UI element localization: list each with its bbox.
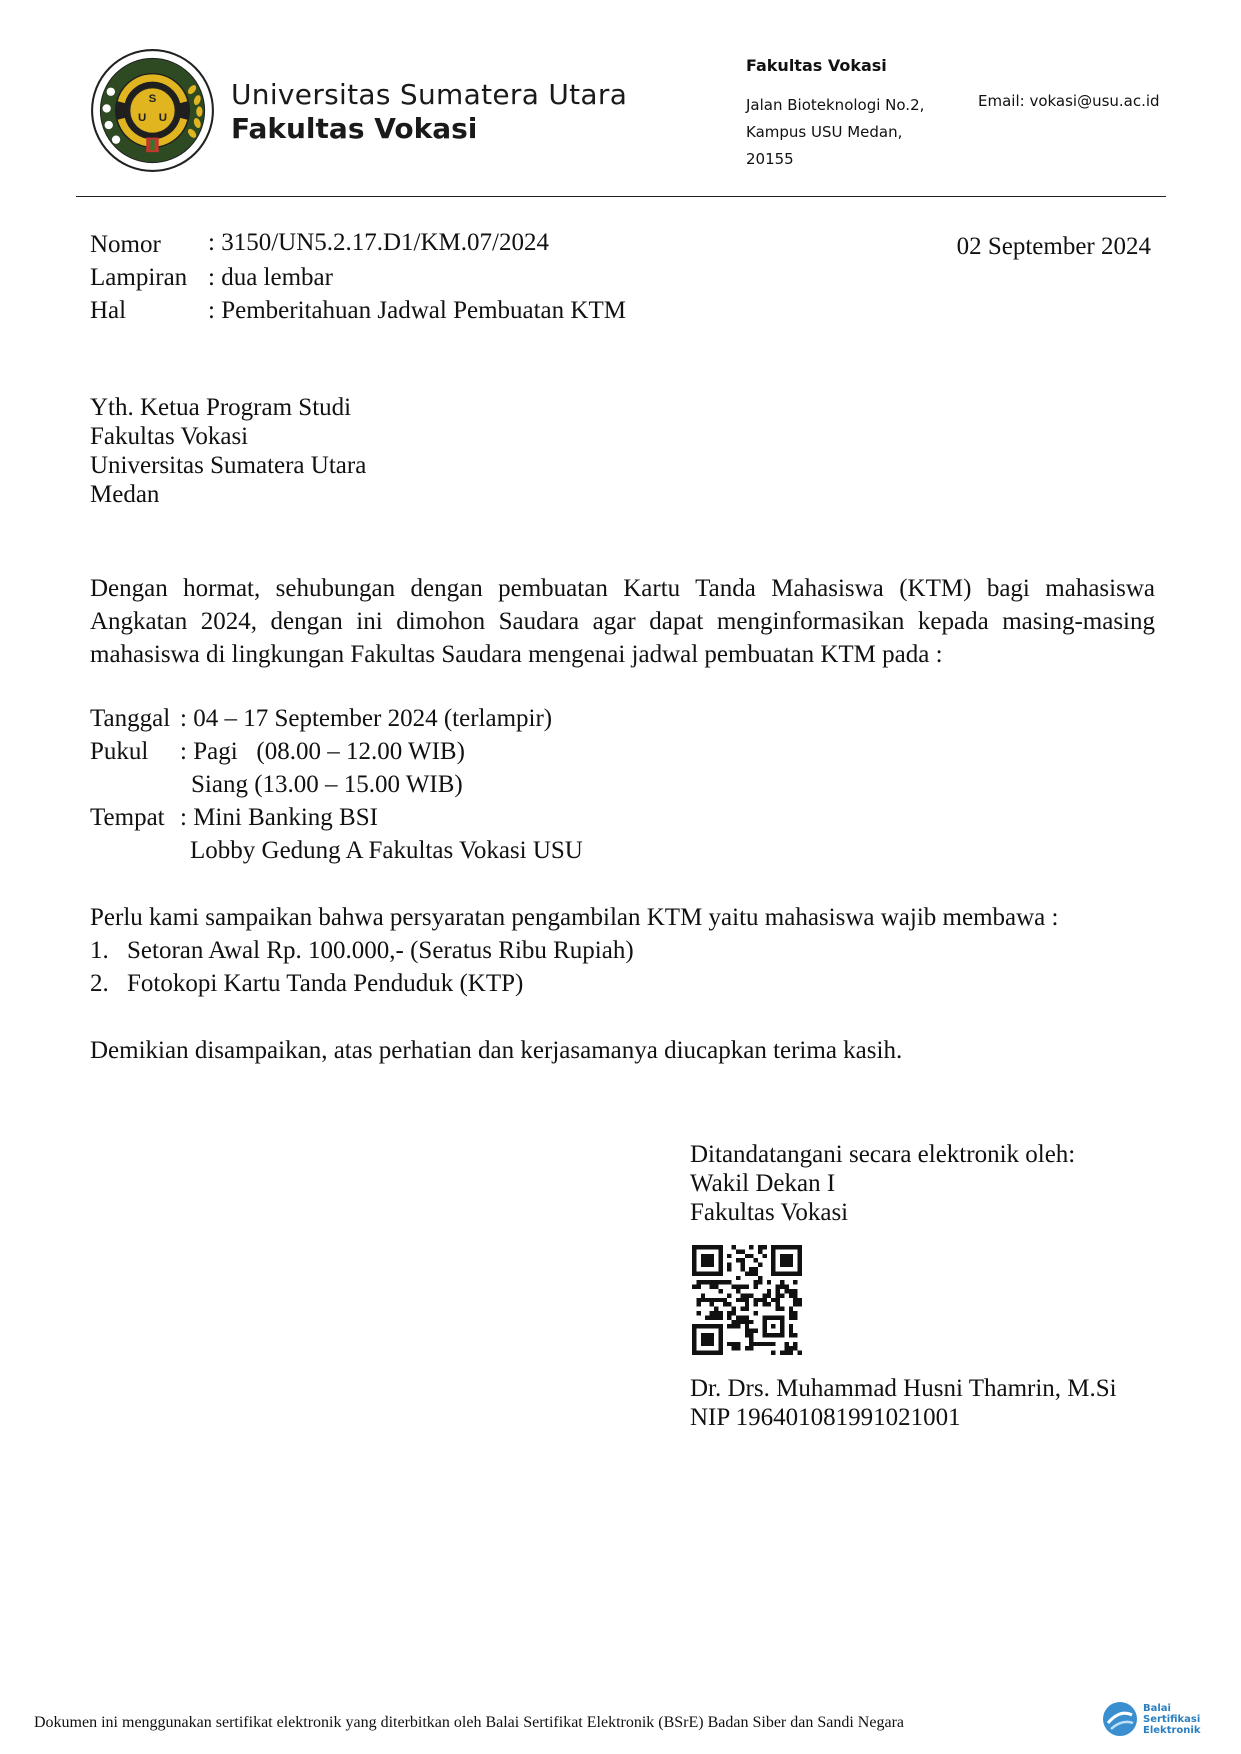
- qr-module: [758, 1298, 762, 1302]
- logo-letter-s: S: [148, 93, 157, 106]
- tanggal-label: Tanggal: [90, 705, 171, 732]
- header-faculty-label: Fakultas Vokasi: [746, 56, 887, 75]
- qr-module: [736, 1289, 740, 1293]
- logo-letter-u-left: U: [137, 111, 147, 124]
- logo-letter-u-right: U: [158, 111, 168, 124]
- requirements-intro: Perlu kami sampaikan bahwa persyaratan pengambilan KTM yaitu mahasiswa wajib membawa :: [90, 904, 1059, 931]
- address-line: Kampus USU Medan,: [746, 123, 903, 141]
- qr-module: [793, 1342, 797, 1346]
- qr-module: [736, 1285, 740, 1289]
- qr-module: [749, 1267, 753, 1271]
- signatory-nip: NIP 196401081991021001: [690, 1404, 961, 1431]
- qr-module: [776, 1298, 780, 1302]
- qr-module: [754, 1271, 758, 1275]
- qr-module: [789, 1311, 793, 1315]
- qr-module: [749, 1337, 753, 1341]
- qr-module: [727, 1280, 731, 1284]
- qr-module: [776, 1293, 780, 1297]
- tempat-value-1: : Mini Banking BSI: [180, 804, 378, 831]
- header-email: Email: vokasi@usu.ac.id: [978, 92, 1160, 110]
- qr-module: [793, 1280, 797, 1284]
- qr-module: [776, 1289, 780, 1293]
- qr-module: [749, 1320, 753, 1324]
- qr-module: [696, 1280, 700, 1284]
- qr-module: [758, 1276, 762, 1280]
- qr-module: [767, 1302, 771, 1306]
- qr-module: [740, 1267, 744, 1271]
- qr-module: [745, 1333, 749, 1337]
- qr-module: [789, 1315, 793, 1319]
- bsre-line: Elektronik: [1143, 1725, 1201, 1736]
- qr-module: [780, 1293, 784, 1297]
- qr-module: [710, 1298, 714, 1302]
- qr-module: [749, 1329, 753, 1333]
- qr-module: [745, 1324, 749, 1328]
- qr-module: [710, 1285, 714, 1289]
- qr-module: [749, 1254, 753, 1258]
- qr-module: [762, 1245, 766, 1249]
- signatory-name: Dr. Drs. Muhammad Husni Thamrin, M.Si: [690, 1375, 1117, 1402]
- qr-module: [780, 1351, 784, 1355]
- qr-module: [727, 1267, 731, 1271]
- qr-module: [714, 1307, 718, 1311]
- qr-module: [701, 1298, 705, 1302]
- qr-module: [784, 1346, 788, 1350]
- qr-module: [789, 1329, 793, 1333]
- pukul-value-morning: : Pagi (08.00 – 12.00 WIB): [180, 738, 465, 765]
- qr-module: [740, 1315, 744, 1319]
- qr-module: [718, 1298, 722, 1302]
- qr-module: [705, 1298, 709, 1302]
- pukul-label: Pukul: [90, 738, 149, 765]
- qr-module: [749, 1342, 753, 1346]
- qr-module: [793, 1302, 797, 1306]
- qr-module: [736, 1276, 740, 1280]
- qr-module: [736, 1324, 740, 1328]
- header-address: [746, 92, 924, 173]
- qr-module: [789, 1307, 793, 1311]
- bsre-line: Sertifikasi: [1143, 1714, 1201, 1725]
- qr-module: [754, 1298, 758, 1302]
- qr-module: [714, 1315, 718, 1319]
- qr-module: [745, 1320, 749, 1324]
- qr-module: [754, 1342, 758, 1346]
- qr-module: [736, 1249, 740, 1253]
- qr-module: [710, 1311, 714, 1315]
- qr-module: [758, 1263, 762, 1267]
- qr-module: [745, 1329, 749, 1333]
- bsre-logo-text: [1143, 1703, 1200, 1736]
- hal-label: Hal: [90, 297, 127, 324]
- signatory-faculty: Fakultas Vokasi: [690, 1199, 849, 1226]
- closing-paragraph: Demikian disampaikan, atas perhatian dan kerjasamanya diucapkan terima kasih.: [90, 1037, 903, 1064]
- qr-module: [771, 1351, 775, 1355]
- qr-module: [789, 1293, 793, 1297]
- qr-module: [732, 1342, 736, 1346]
- lampiran-value: : dua lembar: [208, 264, 333, 291]
- qr-module: [749, 1333, 753, 1337]
- qr-module: [723, 1302, 727, 1306]
- address-line: 20155: [746, 150, 794, 168]
- qr-module: [762, 1254, 766, 1258]
- bsre-line: Balai: [1143, 1703, 1171, 1714]
- qr-module: [776, 1307, 780, 1311]
- qr-module: [771, 1298, 775, 1302]
- signatory-block: [690, 1374, 1117, 1432]
- qr-module: [736, 1320, 740, 1324]
- requirement-text: Setoran Awal Rp. 100.000,- (Seratus Ribu Rupiah): [127, 937, 634, 964]
- bsre-logo-icon: [1102, 1701, 1138, 1737]
- qr-module: [793, 1289, 797, 1293]
- qr-module: [754, 1258, 758, 1262]
- letter-date: 02 September 2024: [956, 233, 1151, 260]
- qr-module: [762, 1298, 766, 1302]
- qr-module: [767, 1289, 771, 1293]
- qr-module: [784, 1285, 788, 1289]
- qr-module: [692, 1285, 696, 1289]
- faculty-name: Fakultas Vokasi: [231, 112, 478, 145]
- qr-module: [710, 1315, 714, 1319]
- qr-module: [793, 1333, 797, 1337]
- qr-module: [754, 1329, 758, 1333]
- qr-module: [710, 1302, 714, 1306]
- qr-module: [776, 1285, 780, 1289]
- recipient-line: Yth. Ketua Program Studi: [90, 394, 352, 421]
- qr-module: [732, 1307, 736, 1311]
- qr-module: [749, 1293, 753, 1297]
- qr-module: [740, 1320, 744, 1324]
- qr-module: [740, 1263, 744, 1267]
- qr-module: [784, 1351, 788, 1355]
- qr-module: [789, 1289, 793, 1293]
- qr-module: [762, 1302, 766, 1306]
- qr-module: [745, 1293, 749, 1297]
- qr-module: [736, 1342, 740, 1346]
- qr-module: [732, 1346, 736, 1350]
- qr-module: [758, 1280, 762, 1284]
- qr-module: [745, 1271, 749, 1275]
- qr-module: [696, 1298, 700, 1302]
- qr-module: [754, 1280, 758, 1284]
- qr-module: [718, 1315, 722, 1319]
- qr-module: [732, 1324, 736, 1328]
- qr-module: [762, 1293, 766, 1297]
- qr-module: [767, 1280, 771, 1284]
- qr-module: [767, 1342, 771, 1346]
- qr-module: [762, 1342, 766, 1346]
- qr-module: [727, 1315, 731, 1319]
- qr-module: [798, 1298, 802, 1302]
- qr-module: [784, 1289, 788, 1293]
- qr-module: [758, 1245, 762, 1249]
- qr-module: [767, 1293, 771, 1297]
- qr-module: [745, 1307, 749, 1311]
- qr-module: [727, 1302, 731, 1306]
- signatory-position: Wakil Dekan I: [690, 1170, 836, 1197]
- qr-module: [745, 1302, 749, 1306]
- lampiran-label: Lampiran: [90, 264, 188, 291]
- university-name: Universitas Sumatera Utara: [231, 78, 628, 111]
- qr-module: [727, 1311, 731, 1315]
- qr-module: [732, 1245, 736, 1249]
- qr-module: [789, 1346, 793, 1350]
- qr-module: [771, 1342, 775, 1346]
- qr-module: [754, 1302, 758, 1306]
- qr-module: [798, 1351, 802, 1355]
- qr-module: [749, 1245, 753, 1249]
- qr-module: [780, 1285, 784, 1289]
- qr-module: [749, 1346, 753, 1350]
- address-line: Jalan Bioteknologi No.2,: [746, 96, 925, 114]
- qr-module: [798, 1302, 802, 1306]
- qr-module: [723, 1280, 727, 1284]
- qr-module: [710, 1280, 714, 1284]
- qr-module: [696, 1311, 700, 1315]
- tempat-value-2: Lobby Gedung A Fakultas Vokasi USU: [190, 837, 583, 864]
- qr-module: [714, 1311, 718, 1315]
- requirement-number: 1.: [90, 937, 109, 964]
- footer-note: Dokumen ini menggunakan sertifikat elektronik yang diterbitkan oleh Balai Sertifikat Elektronik (BSrE) Badan Siber dan Sandi Negara: [34, 1714, 904, 1731]
- qr-module: [754, 1285, 758, 1289]
- pukul-value-afternoon: Siang (13.00 – 15.00 WIB): [191, 771, 463, 798]
- qr-module: [749, 1271, 753, 1275]
- qr-module: [789, 1351, 793, 1355]
- qr-module: [723, 1298, 727, 1302]
- qr-module: [727, 1254, 731, 1258]
- qr-module: [714, 1285, 718, 1289]
- signature-qr-code: [692, 1245, 802, 1355]
- qr-module: [727, 1342, 731, 1346]
- requirement-text: Fotokopi Kartu Tanda Penduduk (KTP): [127, 970, 524, 997]
- qr-module: [793, 1346, 797, 1350]
- nomor-value: : 3150/UN5.2.17.D1/KM.07/2024: [208, 229, 549, 256]
- qr-module: [745, 1254, 749, 1258]
- signature-block: [690, 1140, 1075, 1227]
- qr-module: [701, 1293, 705, 1297]
- intro-paragraph: Dengan hormat, sehubungan dengan pembuatan Kartu Tanda Mahasiswa (KTM) bagi mahasiswa Angkatan 2024, dengan ini dimohon Saudara agar dapat menginformasikan kepada masing-masing mahasiswa di lingkungan Fakultas Saudara mengenai jadwal pembuatan KTM pada :: [90, 575, 1155, 668]
- qr-module: [727, 1324, 731, 1328]
- qr-module: [740, 1293, 744, 1297]
- recipient-line: Medan: [90, 481, 160, 508]
- qr-module: [780, 1280, 784, 1284]
- qr-module: [784, 1342, 788, 1346]
- qr-module: [740, 1285, 744, 1289]
- qr-module: [740, 1258, 744, 1262]
- qr-module: [732, 1285, 736, 1289]
- qr-module: [740, 1307, 744, 1311]
- qr-module: [736, 1315, 740, 1319]
- qr-module: [705, 1280, 709, 1284]
- qr-module: [754, 1267, 758, 1271]
- qr-module: [745, 1285, 749, 1289]
- qr-module: [789, 1333, 793, 1337]
- qr-module: [732, 1320, 736, 1324]
- qr-module: [754, 1311, 758, 1315]
- qr-module: [701, 1280, 705, 1284]
- qr-module: [732, 1311, 736, 1315]
- qr-module: [736, 1258, 740, 1262]
- qr-module: [793, 1293, 797, 1297]
- qr-module: [696, 1285, 700, 1289]
- qr-module: [696, 1302, 700, 1306]
- hal-value: : Pemberitahuan Jadwal Pembuatan KTM: [208, 297, 626, 324]
- qr-module: [758, 1342, 762, 1346]
- qr-module: [727, 1293, 731, 1297]
- recipient-block: [90, 393, 366, 509]
- qr-module: [789, 1324, 793, 1328]
- signature-intro: Ditandatangani secara elektronik oleh:: [690, 1141, 1076, 1168]
- qr-module: [745, 1346, 749, 1350]
- qr-module: [705, 1315, 709, 1319]
- qr-module: [776, 1302, 780, 1306]
- qr-module: [745, 1315, 749, 1319]
- qr-module: [718, 1311, 722, 1315]
- qr-module: [736, 1346, 740, 1350]
- qr-module: [727, 1263, 731, 1267]
- qr-module: [745, 1298, 749, 1302]
- recipient-line: Fakultas Vokasi: [90, 423, 249, 450]
- nomor-label: Nomor: [90, 231, 161, 258]
- university-seal-logo: [90, 48, 215, 173]
- qr-module: [718, 1280, 722, 1284]
- qr-module: [714, 1298, 718, 1302]
- qr-module: [736, 1298, 740, 1302]
- header-divider: [76, 196, 1166, 197]
- qr-module: [793, 1311, 797, 1315]
- recipient-line: Universitas Sumatera Utara: [90, 452, 367, 479]
- qr-module: [718, 1289, 722, 1293]
- qr-module: [793, 1298, 797, 1302]
- qr-module: [714, 1280, 718, 1284]
- qr-module: [780, 1307, 784, 1311]
- tanggal-value: : 04 – 17 September 2024 (terlampir): [180, 705, 553, 732]
- tempat-label: Tempat: [90, 804, 165, 831]
- qr-module: [758, 1249, 762, 1253]
- qr-module: [793, 1315, 797, 1319]
- qr-module: [740, 1249, 744, 1253]
- qr-module: [740, 1298, 744, 1302]
- requirement-number: 2.: [90, 970, 109, 997]
